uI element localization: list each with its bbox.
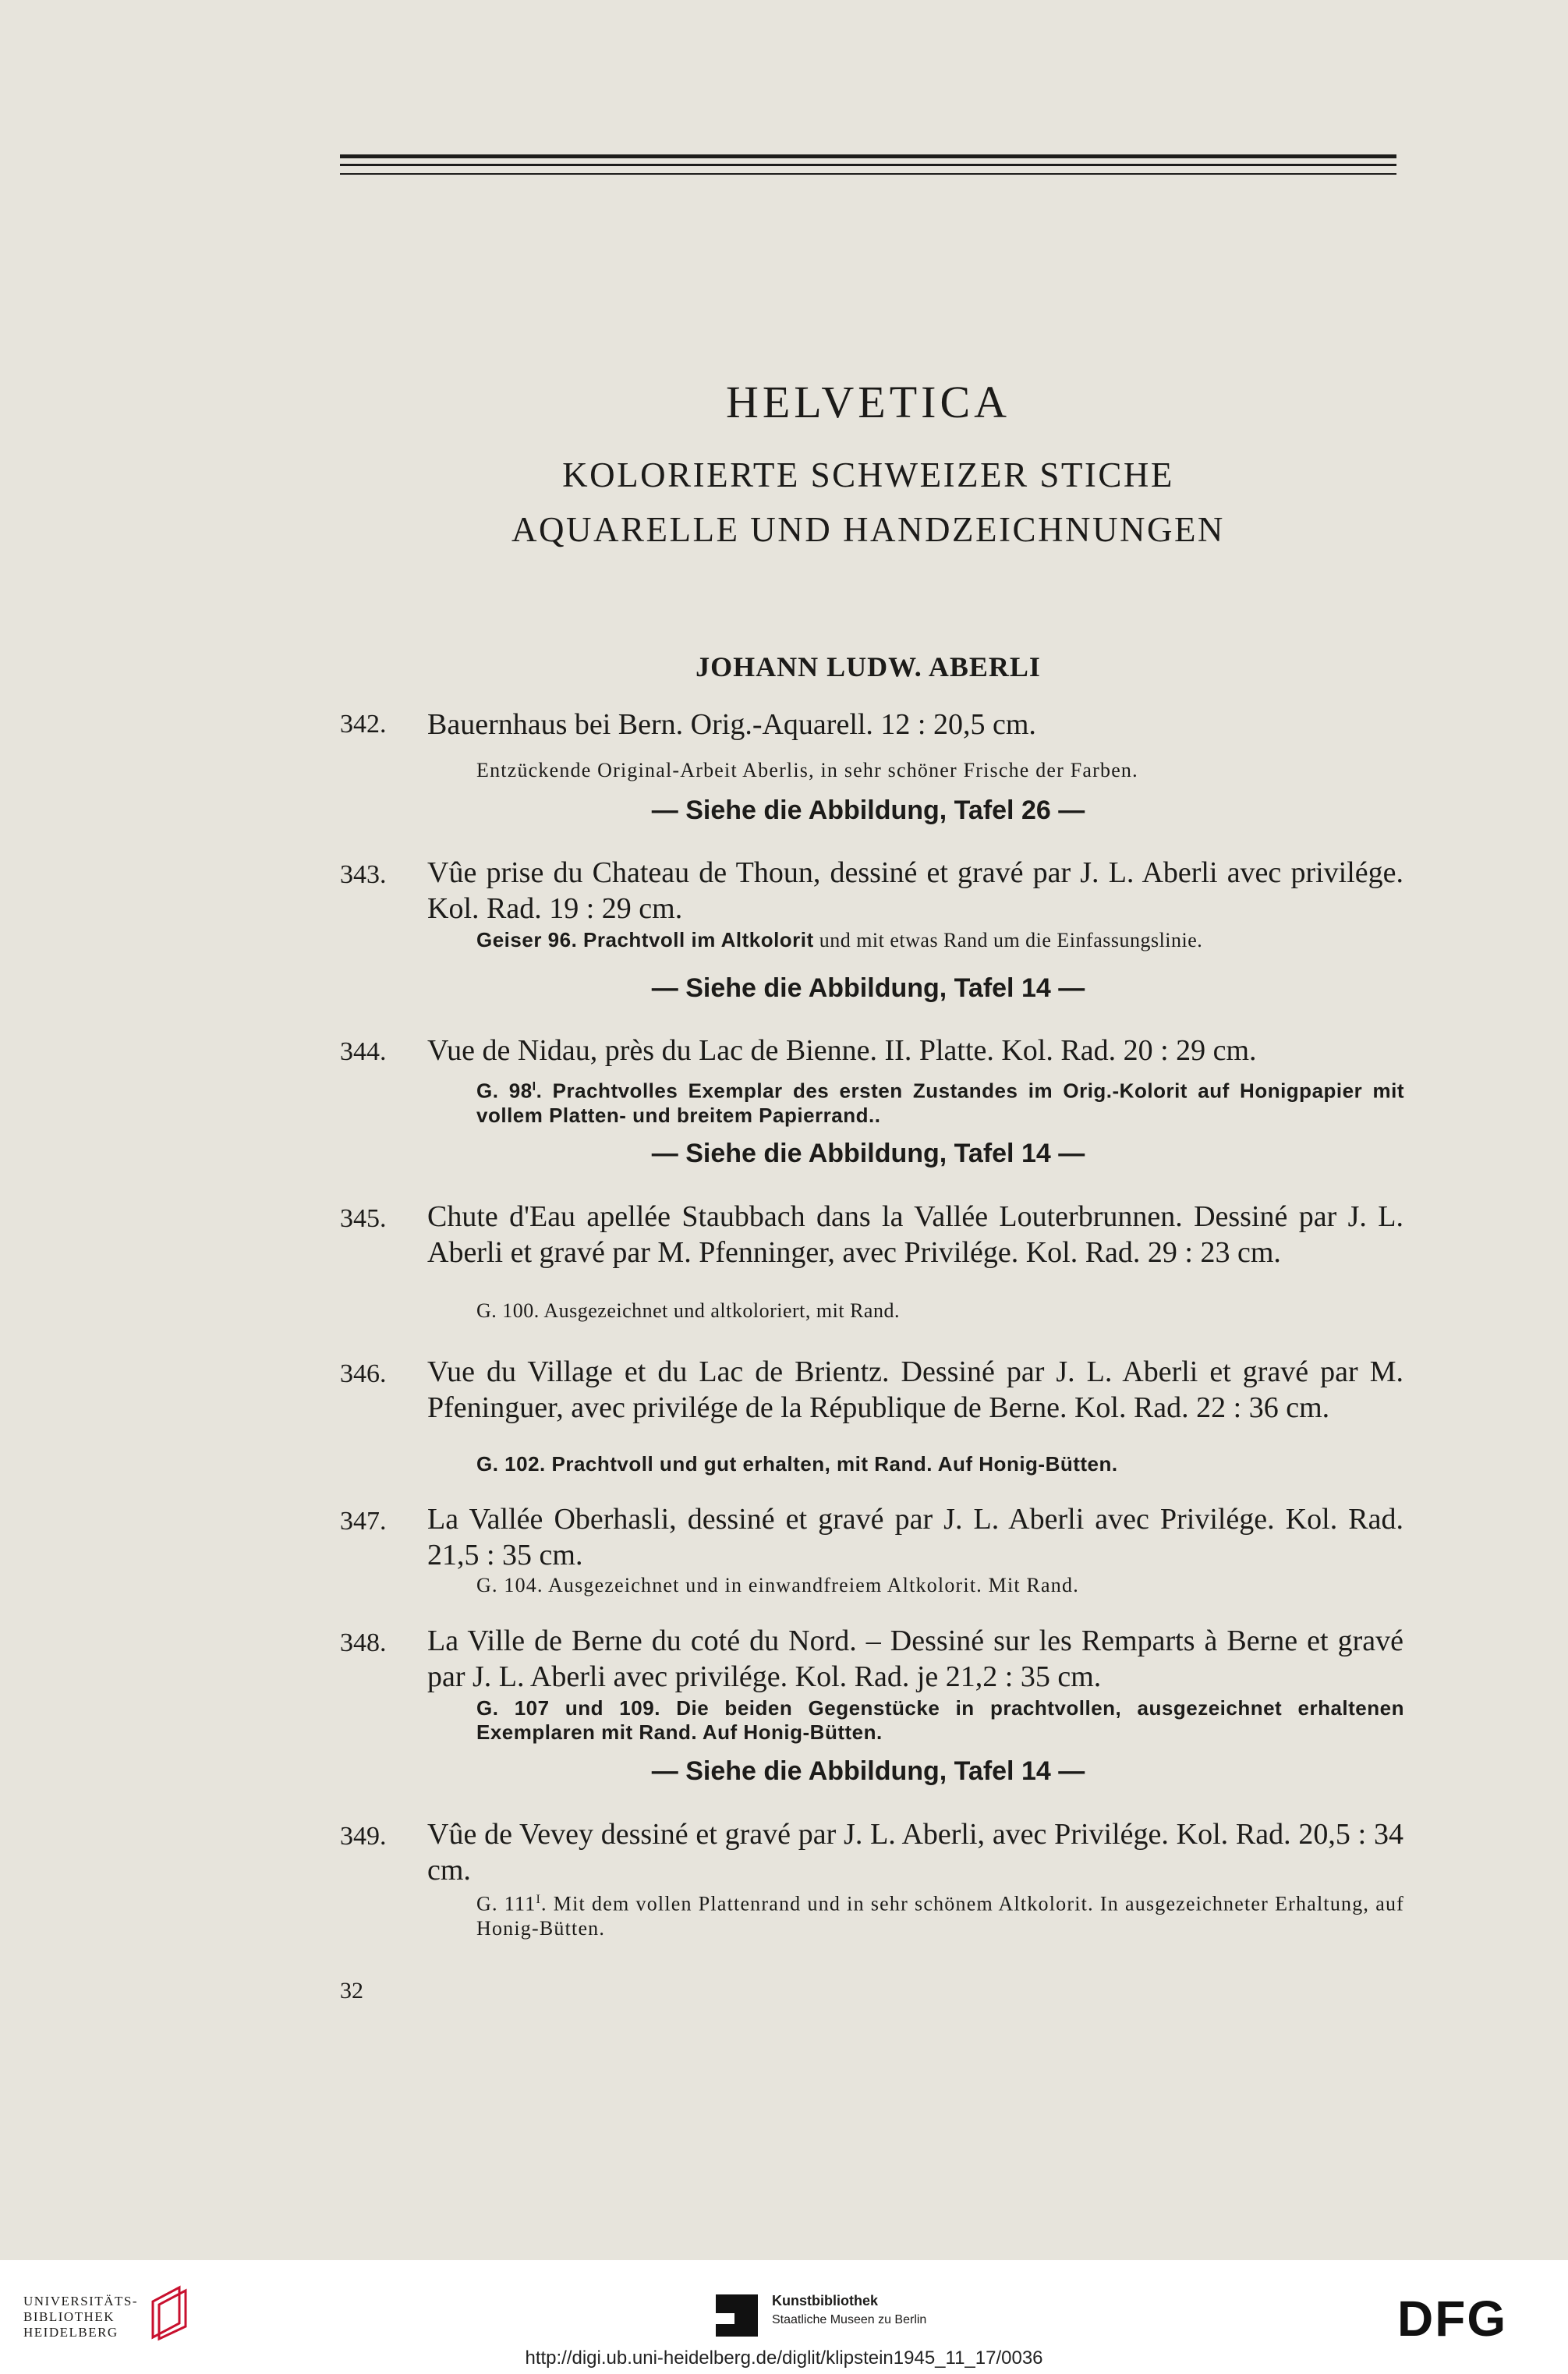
entry-note: G. 102. Prachtvoll und gut erhalten, mit Rand. Auf Honig-Bütten. bbox=[476, 1452, 1118, 1476]
entry-text: Vue du Village et du Lac de Brientz. Dessiné par J. L. Aberli et gravé par M. Pfeninguer, avec privilége de la République de Berne. Kol. Rad. 22 : 36 cm. bbox=[427, 1355, 1403, 1424]
ub-logo-line-3: HEIDELBERG bbox=[23, 2325, 119, 2340]
entry-note: Entzückende Original-Arbeit Aberlis, in sehr schöner Frische der Farben. bbox=[476, 759, 1138, 781]
kunstbibliothek-title: Kunstbibliothek bbox=[772, 2293, 878, 2308]
section-title: HELVETICA bbox=[725, 377, 1011, 427]
entry-number: 346. bbox=[340, 1359, 387, 1388]
entry-note: G. 104. Ausgezeichnet und in einwandfreiem Altkolorit. Mit Rand. bbox=[476, 1574, 1079, 1596]
page-number: 32 bbox=[340, 1978, 363, 2004]
plate-reference: — Siehe die Abbildung, Tafel 14 — bbox=[651, 1756, 1085, 1786]
note-rest: und mit etwas Rand um die Einfassungslinie. bbox=[813, 929, 1203, 951]
note-sup: I bbox=[532, 1079, 536, 1093]
note-sup: I bbox=[536, 1893, 542, 1906]
entry-text: La Ville de Berne du coté du Nord. – Dessiné sur les Remparts à Berne et gravé par J. L. Aberli avec privilége. Kol. Rad. je 21,2 : 35 cm. bbox=[427, 1625, 1403, 1693]
entry-text: La Vallée Oberhasli, dessiné et gravé par J. L. Aberli avec Privilége. Kol. Rad. 21,5 : 35 cm. bbox=[427, 1503, 1403, 1571]
ub-book-icon bbox=[148, 2283, 195, 2342]
entry-note bbox=[476, 928, 1404, 952]
entry-text: Vue de Nidau, près du Lac de Bienne. II. Platte. Kol. Rad. 20 : 29 cm. bbox=[427, 1034, 1257, 1067]
kunstbibliothek-subtitle: Staatliche Museen zu Berlin bbox=[772, 2313, 927, 2326]
dfg-logo[interactable]: DFG bbox=[1397, 2291, 1508, 2347]
entry-number: 342. bbox=[340, 710, 387, 739]
entry-text: Chute d'Eau apellée Staubbach dans la Vallée Louterbrunnen. Dessiné par J. L. Aberli et gravé par M. Pfenninger, avec Privilége. Kol. Rad. 29 : 23 cm. bbox=[427, 1200, 1403, 1269]
plate-reference: — Siehe die Abbildung, Tafel 14 — bbox=[651, 973, 1085, 1003]
header-rule-thin bbox=[340, 173, 1396, 175]
kunstbibliothek-logo-icon[interactable] bbox=[716, 2294, 758, 2337]
entry-number: 348. bbox=[340, 1628, 387, 1657]
note-ref: G. 111 bbox=[476, 1892, 536, 1915]
note-rest: . Prachtvolles Exemplar des ersten Zustandes im Orig.-Kolorit auf Honigpapier mit vollem Platten- und breitem Papierrand.. bbox=[476, 1079, 1405, 1127]
section-subtitle-1: KOLORIERTE SCHWEIZER STICHE bbox=[562, 455, 1174, 494]
entry-number: 345. bbox=[340, 1204, 387, 1233]
entry-text: Vûe de Vevey dessiné et gravé par J. L. Aberli, avec Privilége. Kol. Rad. 20,5 : 34 cm. bbox=[427, 1818, 1403, 1887]
note-bold: Geiser 96. Prachtvoll im Altkolorit bbox=[476, 928, 814, 951]
entry-note: G. 100. Ausgezeichnet und altkoloriert, mit Rand. bbox=[476, 1299, 900, 1322]
note-rest: . Mit dem vollen Plattenrand und in sehr schönem Altkolorit. In ausgezeichneter Erhaltung, auf Honig-Bütten. bbox=[476, 1892, 1404, 1940]
entry-note bbox=[476, 1075, 1404, 1128]
plate-reference: — Siehe die Abbildung, Tafel 14 — bbox=[651, 1139, 1085, 1168]
artist-heading: JOHANN LUDW. ABERLI bbox=[696, 651, 1041, 682]
entry-note: G. 107 und 109. Die beiden Gegenstücke in prachtvollen, ausgezeichnet erhaltenen Exemplaren mit Rand. Auf Honig-Bütten. bbox=[476, 1696, 1404, 1744]
entry-text: Bauernhaus bei Bern. Orig.-Aquarell. 12 : 20,5 cm. bbox=[427, 708, 1036, 741]
header-rule-thick bbox=[340, 154, 1396, 158]
permalink-url[interactable]: http://digi.ub.uni-heidelberg.de/diglit/klipstein1945_11_17/0036 bbox=[525, 2347, 1043, 2369]
ub-logo-line-2: BIBLIOTHEK bbox=[23, 2309, 115, 2324]
header-rule-middle bbox=[340, 164, 1396, 166]
entry-text: Vûe prise du Chateau de Thoun, dessiné et gravé par J. L. Aberli avec privilége. Kol. Rad. 19 : 29 cm. bbox=[427, 856, 1403, 925]
ub-logo-line-1: UNIVERSITÄTS- bbox=[23, 2294, 138, 2308]
ub-heidelberg-logo[interactable] bbox=[23, 2280, 203, 2342]
plate-reference: — Siehe die Abbildung, Tafel 26 — bbox=[651, 795, 1085, 825]
entry-number: 349. bbox=[340, 1822, 387, 1851]
entry-note bbox=[476, 1887, 1404, 1940]
entry-number: 343. bbox=[340, 860, 387, 889]
entry-number: 344. bbox=[340, 1037, 387, 1066]
section-subtitle-2: AQUARELLE UND HANDZEICHNUNGEN bbox=[511, 510, 1225, 549]
note-ref: G. 98 bbox=[476, 1079, 533, 1103]
entry-number: 347. bbox=[340, 1507, 387, 1536]
digitization-footer bbox=[0, 2260, 1568, 2374]
